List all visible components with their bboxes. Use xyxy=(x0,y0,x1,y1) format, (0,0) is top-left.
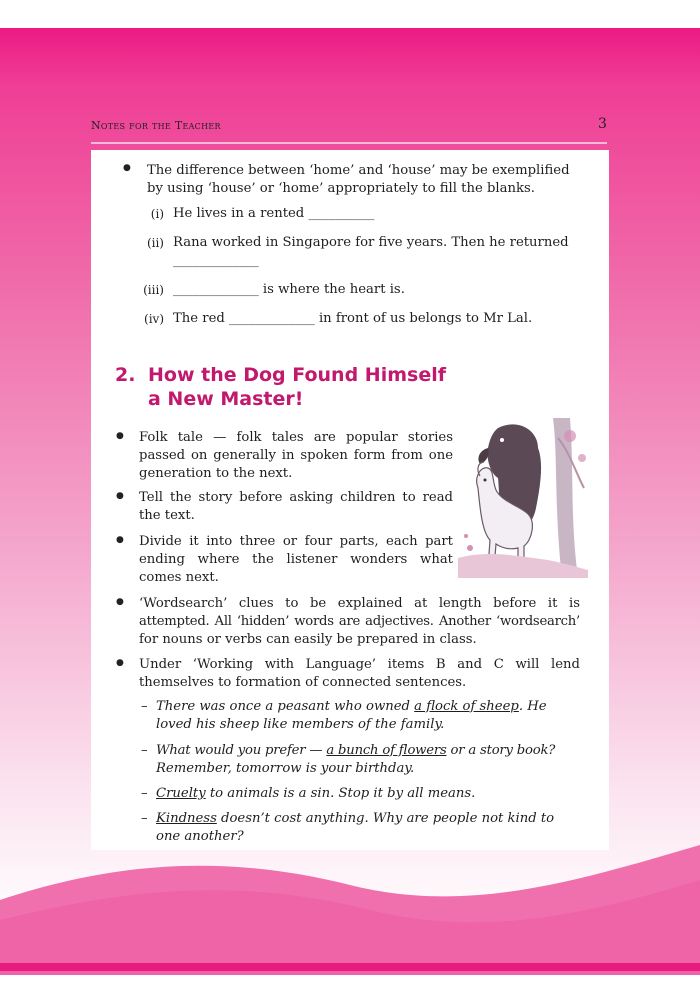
blank-num: (i) xyxy=(150,207,164,221)
blank-text-continued: _____________ xyxy=(173,253,259,268)
page-number: 3 xyxy=(598,116,607,132)
note-line: Folk tale — folk tales are popular stories xyxy=(139,430,453,445)
example-line: There was once a peasant who owned a flock of sheep. He xyxy=(156,699,547,714)
note-line: ending where the listener wonders what xyxy=(139,552,453,567)
example-line-2: one another? xyxy=(156,829,244,844)
note-line: generation to the next. xyxy=(139,466,293,481)
running-header: Notes for the Teacher xyxy=(91,119,221,132)
note-line: Tell the story before asking children to read xyxy=(139,490,453,505)
blank-text: Rana worked in Singapore for five years. Then he returned xyxy=(173,235,569,250)
example-line: Cruelty to animals is a sin. Stop it by all means. xyxy=(156,786,476,801)
dog-and-bear-illustration xyxy=(458,418,588,578)
header-rule xyxy=(91,142,607,144)
blank-num: (iii) xyxy=(143,283,164,297)
note-line: themselves to formation of connected sentences. xyxy=(139,675,467,690)
blank-num: (ii) xyxy=(146,236,164,250)
bullet-icon: ● xyxy=(116,658,124,668)
bullet-icon: ● xyxy=(116,431,124,441)
underlined-phrase: Cruelty xyxy=(156,786,206,801)
note-line: ‘Wordsearch’ clues to be explained at length before it is xyxy=(139,596,580,611)
section-number: 2. xyxy=(115,364,136,386)
example-line: What would you prefer — a bunch of flowers or a story book? xyxy=(156,743,556,758)
note-line: attempted. All ‘hidden’ words are adjectives. Another ‘wordsearch’ xyxy=(139,614,580,629)
intro-line-1: The difference between ‘home’ and ‘house’ may be exemplified xyxy=(147,163,570,178)
dash-icon: – xyxy=(141,743,148,758)
note-line: Divide it into three or four parts, each part xyxy=(139,534,453,549)
section-title-line-1: How the Dog Found Himself xyxy=(148,364,446,386)
bullet-icon: ● xyxy=(116,597,124,607)
note-line: Under ‘Working with Language’ items B and C will lend xyxy=(139,657,580,672)
example-line-2: Remember, tomorrow is your birthday. xyxy=(156,761,415,776)
dash-icon: – xyxy=(141,699,148,714)
bottom-bar xyxy=(0,963,700,971)
blank-text: _____________ is where the heart is. xyxy=(173,282,405,297)
dash-icon: – xyxy=(141,811,148,826)
blank-text: The red _____________ in front of us belongs to Mr Lal. xyxy=(173,311,533,326)
example-line: Kindness doesn’t cost anything. Why are people not kind to xyxy=(156,811,555,826)
note-line: comes next. xyxy=(139,570,219,585)
blank-text: He lives in a rented __________ xyxy=(173,206,375,221)
blank-num: (iv) xyxy=(144,312,164,326)
note-line: for nouns or verbs can easily be prepared in class. xyxy=(139,632,477,647)
underlined-phrase: Kindness xyxy=(156,811,217,826)
bullet-icon: ● xyxy=(116,491,124,501)
intro-line-2: by using ‘house’ or ‘home’ appropriately to fill the blanks. xyxy=(147,181,535,196)
underlined-phrase: a bunch of flowers xyxy=(326,743,447,758)
example-line-2: loved his sheep like members of the family. xyxy=(156,717,445,732)
note-line: the text. xyxy=(139,508,195,523)
bullet-icon: ● xyxy=(123,163,131,173)
bullet-icon: ● xyxy=(116,535,124,545)
bottom-wave-decoration xyxy=(0,840,700,975)
note-line: passed on generally in spoken form from one xyxy=(139,448,453,463)
underlined-phrase: a flock of sheep xyxy=(414,699,519,714)
section-title-line-2: a New Master! xyxy=(148,388,304,410)
dash-icon: – xyxy=(141,786,148,801)
